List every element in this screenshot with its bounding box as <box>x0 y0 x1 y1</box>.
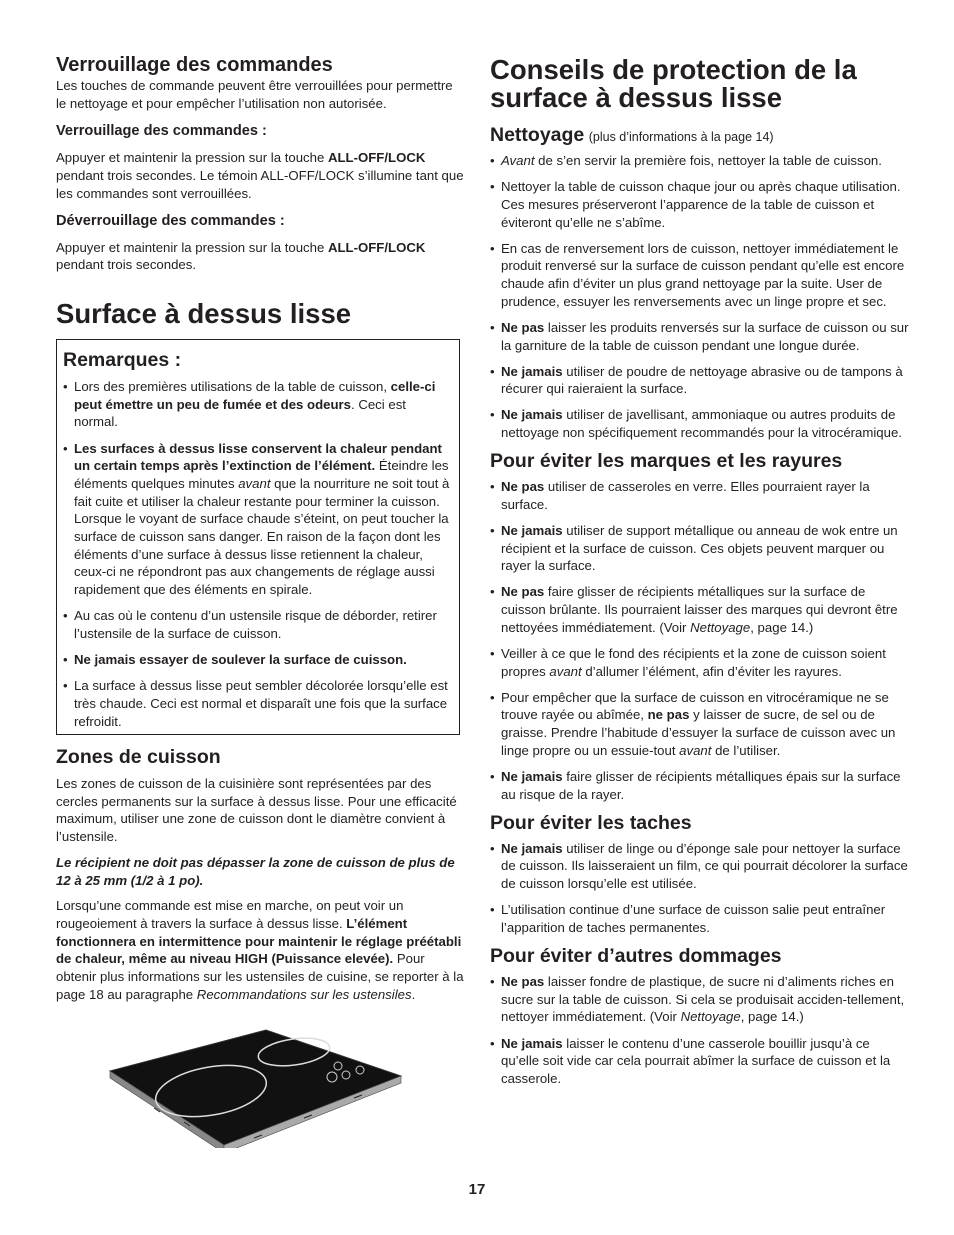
page-number: 17 <box>468 1181 486 1198</box>
surface-title: Surface à dessus lisse <box>56 298 352 329</box>
list-item: • En cas de renversement lors de cuisson, nettoyer immédiatement le produit renversé sur la surface de cuisson pendant qu’elle est encore chaude afin d’éviter un plus grand nettoyage par la suite. User de prudence, essuyer les renversements avec un linge propre et sec. <box>490 240 910 311</box>
list-item: • Nettoyer la table de cuisson chaque jour ou après chaque utilisation. Ces mesures préserveront l’apparence de la table de cuisson et éviteront qu’elle ne s’abîme. <box>490 178 910 231</box>
list-item: • Ne jamais faire glisser de récipients métalliques épais sur la surface au risque de la rayer. <box>490 768 910 803</box>
list-item: • La surface à dessus lisse peut sembler décolorée lorsqu’elle est très chaude. Ceci est normal et disparaît une fois que la surface refroidit. <box>63 677 451 730</box>
section-zones <box>56 746 464 1003</box>
marques-title: Pour éviter les marques et les rayures <box>490 450 843 473</box>
nettoyage-list <box>490 152 910 442</box>
lock-heading: Verrouillage des commandes : <box>56 123 267 140</box>
list-item: • Ne jamais utiliser de linge ou d’éponge sale pour nettoyer la surface de cuisson. Ils laisseraient un film, ce qui pourrait décolorer la surface de cuisson lorsqu’elle est utilisée. <box>490 840 910 893</box>
list-item: • Ne jamais laisser le contenu d’une casserole bouillir jusqu’à ce qu’elle soit vide car cela pourrait abîmer la surface de cuisson et la casserole. <box>490 1035 910 1088</box>
list-item: • Au cas où le contenu d’un ustensile risque de déborder, retirer l’ustensile de la surface de cuisson. <box>63 607 451 642</box>
list-item: • Ne jamais utiliser de poudre de nettoyage abrasive ou de tampons à récurer qui raieraient la surface. <box>490 363 910 398</box>
list-item: • Lors des premières utilisations de la table de cuisson, celle-ci peut émettre un peu de fumée et des odeurs. Ceci est normal. <box>63 378 451 431</box>
section-verrouillage <box>56 54 466 274</box>
section-conseils <box>490 56 910 1096</box>
list-item: • Ne jamais essayer de soulever la surface de cuisson. <box>63 651 451 669</box>
remarks-title: Remarques : <box>63 349 182 371</box>
zones-title: Zones de cuisson <box>56 746 221 768</box>
list-item: • L’utilisation continue d’une surface de cuisson salie peut entraîner l’apparition de taches permanentes. <box>490 901 910 936</box>
list-item: • Pour empêcher que la surface de cuisson en vitrocéramique ne se trouve rayée ou abîmée, ne pas y laisser de sucre, de sel ou de graisse. Prendre l’habitude d’essuyer la surface de cuisson avec un linge propre ou un essuie-tout avant de l’utiliser. <box>490 689 910 760</box>
lock-text: Appuyer et maintenir la pression sur la touche ALL-OFF/LOCK pendant trois secondes. Le témoin ALL-OFF/LOCK s’illumine tant que les commandes sont verrouillées. <box>56 150 464 201</box>
conseils-title: Conseils de protection de la surface à dessus lisse <box>490 54 857 113</box>
list-item: • Ne pas faire glisser de récipients métalliques sur la surface de cuisson brûlante. Ils pourraient laisser des marques qui devront être nettoyées immédiatement. (Voir Nettoyage, page 14.) <box>490 583 910 636</box>
list-item: • Ne pas laisser fondre de plastique, de sucre ni d’aliments riches en sucre sur la table de cuisson. Si cela se produisait acciden-tellement, nettoyer immédiatement. (Voir Nettoyage, page 14.) <box>490 973 910 1026</box>
unlock-text: Appuyer et maintenir la pression sur la touche ALL-OFF/LOCK pendant trois secondes. <box>56 239 426 273</box>
taches-title: Pour éviter les taches <box>490 811 692 834</box>
verrouillage-intro: Les touches de commande peuvent être verrouillées pour permettre le nettoyage et pour empêcher l’utilisation non autorisée. <box>56 78 453 111</box>
list-item: • Ne pas laisser les produits renversés sur la surface de cuisson ou sur la garniture de la table de cuisson pendant une longue durée. <box>490 319 910 354</box>
list-item: • Les surfaces à dessus lisse conservent la chaleur pendant un certain temps après l’extinction de l’élément. Éteindre les éléments quelques minutes avant que la nourriture ne soit tout à fait cuite et utiliser la chaleur restante pour terminer la cuisson. Lorsque le voyant de surface chaude s’éteint, on peut toucher la surface de cuisson sans danger. En raison de la façon dont les éléments d’une surface à dessus lisse retiennent la chaleur, ceux-ci ne répondront pas aux changements de réglage aussi rapidement que des éléments en spirale. <box>63 440 451 599</box>
taches-list <box>490 840 910 937</box>
nettoyage-heading <box>490 124 910 146</box>
remarks-box <box>56 339 460 735</box>
list-item: • Veiller à ce que le fond des récipients et la zone de cuisson soient propres avant d’allumer l’élément, afin d’éviter les rayures. <box>490 645 910 680</box>
verrouillage-title: Verrouillage des commandes <box>56 54 333 76</box>
zones-p2: Lorsqu’une commande est mise en marche, on peut voir un rougeoiement à travers la surface à dessus lisse. L’élément fonctionnera en intermittence pour maintenir le réglage préétabli de chaleur, même au niveau HIGH (Puissance elevée). Pour obtenir plus informations sur les ustensiles de cuisine, se reporter à la page 18 au paragraphe Recommandations sur les ustensiles. <box>56 898 464 1002</box>
zones-warning: Le récipient ne doit pas dépasser la zone de cuisson de plus de 12 à 25 mm (1/2 à 1 po). <box>56 854 455 888</box>
list-item: • Ne jamais utiliser de support métallique ou anneau de wok entre un récipient et la surface de cuisson. Ces objets peuvent marquer ou rayer la surface. <box>490 522 910 575</box>
list-item: • Ne jamais utiliser de javellisant, ammoniaque ou autres produits de nettoyage non spécifiquement recommandés pour la vitrocéramique. <box>490 406 910 441</box>
remarks-list <box>63 378 451 730</box>
nettoyage-title: Nettoyage <box>490 124 585 146</box>
marques-list <box>490 478 910 803</box>
dommages-title: Pour éviter d’autres dommages <box>490 945 782 968</box>
unlock-heading: Déverrouillage des commandes : <box>56 212 285 229</box>
list-item: • Ne pas utiliser de casseroles en verre. Elles pourraient rayer la surface. <box>490 478 910 513</box>
cooktop-illustration <box>104 1028 404 1148</box>
zones-p1: Les zones de cuisson de la cuisinière sont représentées par des cercles permanents sur la surface à dessus lisse. Pour une efficacité maximum, utiliser une zone de cuisson dont le diamètre convient à l’ustensile. <box>56 776 457 845</box>
nettoyage-note: (plus d’informations à la page 14) <box>588 130 774 144</box>
list-item: • Avant de s’en servir la première fois, nettoyer la table de cuisson. <box>490 152 910 170</box>
dommages-list <box>490 973 910 1088</box>
